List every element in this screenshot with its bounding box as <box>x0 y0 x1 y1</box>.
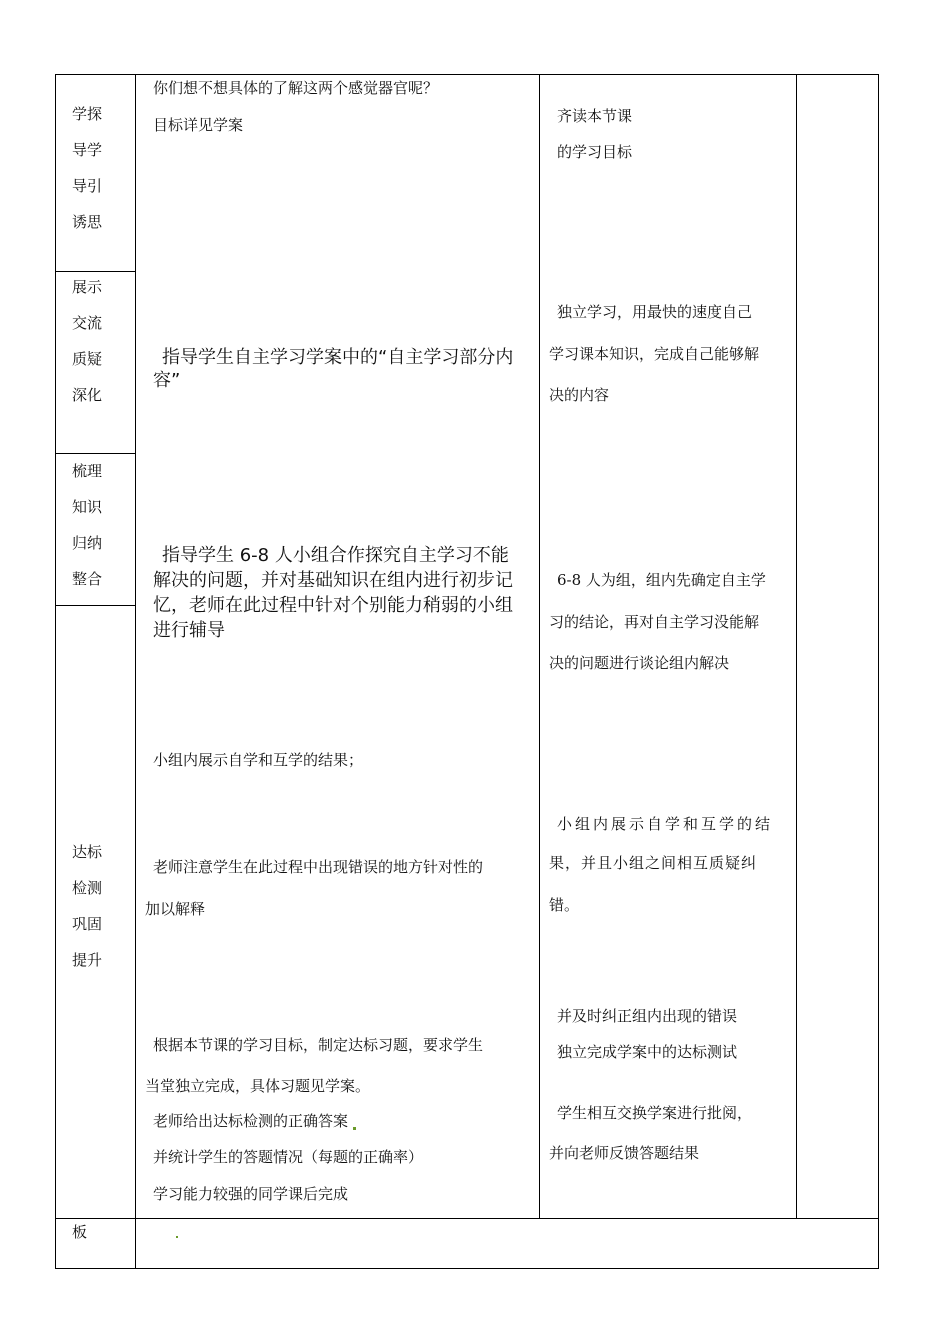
teacher-statistics: 并统计学生的答题情况（每题的正确率） <box>153 1148 424 1166</box>
teacher-test-design: 当堂独立完成，具体习题见学案。 <box>145 1077 371 1095</box>
stage-label: 达标 <box>72 843 103 861</box>
teacher-test-design: 根据本节课的学习目标，制定达标习题，要求学生 <box>153 1036 484 1054</box>
stage-label: 检测 <box>72 879 103 897</box>
stage-label: 提升 <box>72 951 103 969</box>
stage-divider-3 <box>55 605 136 606</box>
teacher-show-result: 小组内展示自学和互学的结果； <box>153 751 364 769</box>
teacher-guide-group: 指导学生 6-8 人小组合作探究自主学习不能 <box>162 545 509 566</box>
teacher-after-class: 学习能力较强的同学课后完成 <box>153 1185 349 1203</box>
teacher-guide-self-study: 容” <box>153 370 181 391</box>
teacher-guide-group: 解决的问题，并对基础知识在组内进行初步记 <box>153 570 513 591</box>
student-show-result: 果，并且小组之间相互质疑纠 <box>549 854 758 872</box>
board-row-divider <box>55 1218 879 1219</box>
student-group-work: 6-8 人为组，组内先确定自主学 <box>557 571 766 589</box>
stage-label: 巩固 <box>72 915 103 933</box>
stage-label: 诱思 <box>72 213 103 231</box>
stage-label: 深化 <box>72 386 103 404</box>
student-independent-test: 独立完成学案中的达标测试 <box>557 1043 738 1061</box>
student-peer-review: 学生相互交换学案进行批阅， <box>557 1104 753 1122</box>
student-fix-errors: 并及时纠正组内出现的错误 <box>557 1007 738 1025</box>
student-notes-divider <box>796 74 797 1219</box>
table-bottom-border <box>55 1268 879 1269</box>
teacher-guide-self-study: 指导学生自主学习学案中的“自主学习部分内 <box>162 347 514 368</box>
teacher-give-answers: 老师给出达标检测的正确答案 <box>153 1112 349 1130</box>
teacher-intro-goal: 目标详见学案 <box>153 116 244 134</box>
teacher-guide-group: 忆，老师在此过程中针对个别能力稍弱的小组 <box>153 595 513 616</box>
stage-column-divider <box>135 74 136 1269</box>
table-left-border <box>55 74 56 1269</box>
student-read-goals: 的学习目标 <box>557 143 633 161</box>
teacher-student-divider <box>539 74 540 1219</box>
student-self-study: 学习课本知识，完成自己能够解 <box>549 345 760 363</box>
student-show-result: 错。 <box>549 896 580 914</box>
stage-label: 归纳 <box>72 534 103 552</box>
stage-label: 学探 <box>72 105 103 123</box>
table-right-border <box>878 74 879 1269</box>
stage-label: 梳理 <box>72 462 103 480</box>
student-read-goals: 齐读本节课 <box>557 107 633 125</box>
table-top-border <box>55 74 879 75</box>
stage-divider-2 <box>55 453 136 454</box>
teacher-intro-question: 你们想不想具体的了解这两个感觉器官呢？ <box>153 79 439 97</box>
student-show-result: 小组内展示自学和互学的结 <box>557 815 774 833</box>
teacher-correct-errors: 加以解释 <box>145 900 206 918</box>
stage-label: 整合 <box>72 570 103 588</box>
green-dot-mark <box>176 1236 178 1238</box>
student-self-study: 独立学习，用最快的速度自己 <box>557 303 753 321</box>
student-group-work: 习的结论，再对自主学习没能解 <box>549 613 760 631</box>
stage-divider-1 <box>55 271 136 272</box>
stage-label: 知识 <box>72 498 103 516</box>
stage-label: 导学 <box>72 141 103 159</box>
stage-label-board: 板 <box>72 1223 88 1241</box>
student-group-work: 决的问题进行谈论组内解决 <box>549 654 730 672</box>
stage-label: 展示 <box>72 278 103 296</box>
green-dot-mark <box>353 1127 356 1130</box>
stage-label: 交流 <box>72 314 103 332</box>
student-peer-review: 并向老师反馈答题结果 <box>549 1144 700 1162</box>
teacher-guide-group: 进行辅导 <box>153 620 225 641</box>
student-self-study: 决的内容 <box>549 386 610 404</box>
stage-label: 质疑 <box>72 350 103 368</box>
teacher-correct-errors: 老师注意学生在此过程中出现错误的地方针对性的 <box>153 858 484 876</box>
stage-label: 导引 <box>72 177 103 195</box>
